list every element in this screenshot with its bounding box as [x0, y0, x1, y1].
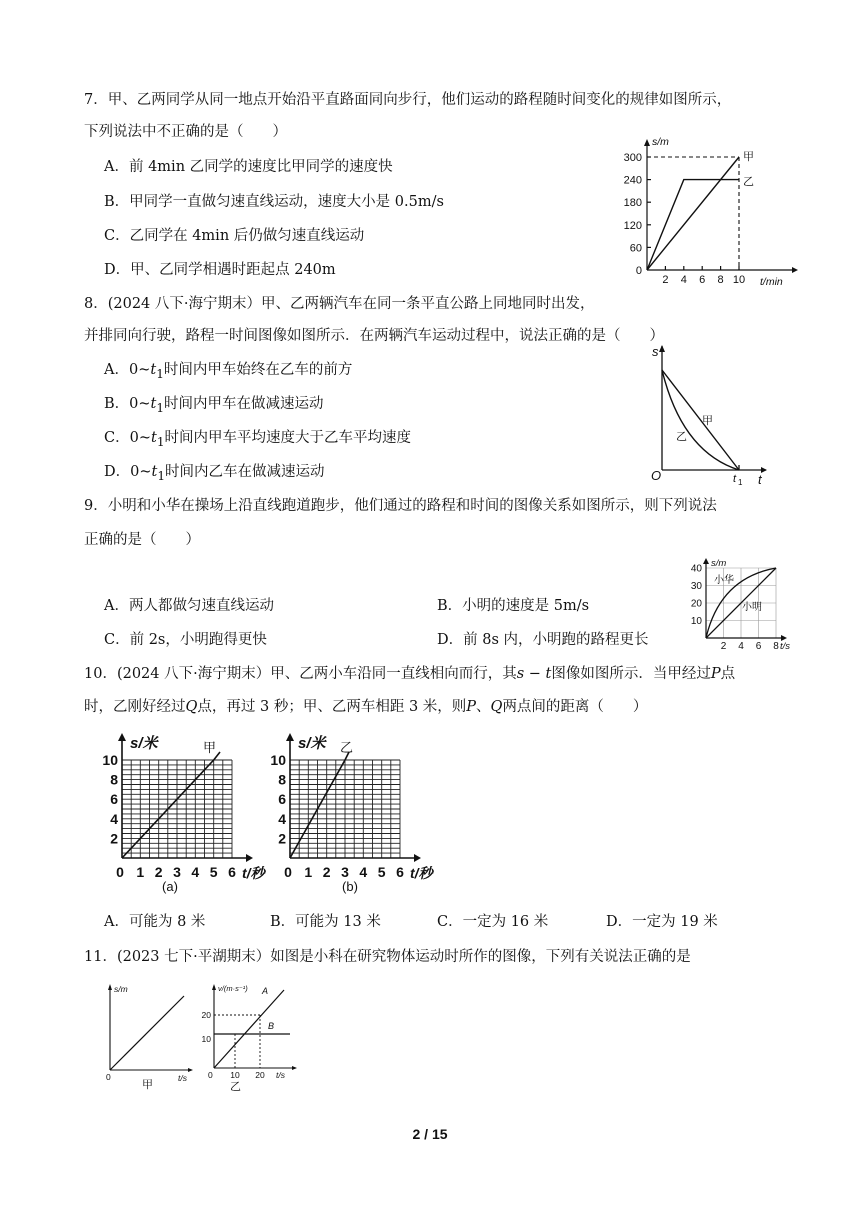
q10-stem-part1: 10．(2024 八下·海宁期末）甲、乙两小车沿同一直线相向而行，其: [84, 666, 517, 682]
q7-x-label: t/min: [760, 276, 783, 288]
q10-stem-part2: 图像如图所示．当甲经过: [551, 666, 711, 682]
q7-xtick-2: 2: [662, 274, 669, 286]
q11-yi-ytick-20: 20: [201, 1010, 211, 1020]
q11-yi-label-b: B: [268, 1021, 275, 1031]
q7-ytick-300: 300: [623, 152, 642, 164]
q10-point-p: P: [710, 666, 721, 682]
q7-option-a: A．前 4min 乙同学的速度比甲同学的速度快: [104, 159, 393, 175]
q10a-x-label: t/秒: [242, 865, 265, 881]
q10a-xtick-3: 3: [173, 864, 181, 880]
q10a-xtick-0: 0: [116, 864, 124, 880]
q7-option-b: B．甲同学一直做匀速直线运动，速度大小是 0.5m/s: [104, 194, 444, 210]
q9-ytick-10: 10: [690, 616, 702, 627]
q10-stem-part6: 两点间的距离（ ）: [502, 699, 648, 715]
q10b-ytick-4: 4: [278, 810, 286, 827]
q7-option-d: D．甲、乙同学相遇时距起点 240m: [104, 262, 336, 278]
q8-option-a-range: 0~: [128, 362, 151, 378]
q8-option-d-sub: 1: [157, 468, 166, 483]
q10a-ytick-4: 4: [110, 810, 118, 827]
q8-option-c-text: 时间内甲车平均速度大于乙车平均速度: [164, 430, 411, 446]
q8-line-jia: [662, 370, 739, 470]
q9-option-b: B．小明的速度是 5m/s: [437, 598, 590, 614]
q9-xtick-4: 4: [738, 641, 744, 652]
page-number: 2 / 15: [412, 1126, 448, 1142]
q11-yi-xtick-20: 20: [255, 1070, 265, 1080]
q10b-ytick-8: 8: [278, 771, 286, 788]
q8-option-d-t: t: [151, 464, 158, 480]
q10a-xtick-1: 1: [136, 864, 145, 880]
q8-option-c-t: t: [150, 430, 157, 446]
q9-stem-line1: 9．小明和小华在操场上沿直线跑道跑步，他们通过的路程和时间的图像关系如图所示，则下列说法: [84, 498, 717, 514]
q7-ytick-60: 60: [629, 242, 642, 255]
q11-yi-origin: 0: [208, 1070, 213, 1080]
q8-stem-line2: 并排同向行驶，路程一时间图像如图所示．在两辆汽车运动过程中，说法正确的是（ ）: [84, 328, 664, 344]
q8-origin-label: O: [651, 468, 662, 483]
q8-option-a: [104, 360, 352, 384]
q10b-ytick-6: 6: [278, 791, 286, 808]
q9-ytick-40: 40: [690, 563, 702, 575]
q7-line-yi: [647, 180, 739, 270]
q8-graph: [648, 334, 774, 486]
q10b-xtick-2: 2: [322, 864, 331, 880]
q7-graph: [612, 130, 802, 288]
q11-graph-jia: [100, 980, 196, 1092]
q11-jia-x-label: t/s: [178, 1073, 187, 1083]
q10-stem-line2: [84, 697, 647, 717]
q8-option-c: [104, 428, 411, 452]
q10-st-symbol: s − t: [516, 666, 552, 682]
q7-ytick-180: 180: [623, 197, 642, 210]
q7-stem-line1: 7．甲、乙两同学从同一地点开始沿平直路面同向步行，他们运动的路程随时间变化的规律如图所示，: [84, 92, 732, 108]
q10-graph-a: [100, 728, 270, 896]
q10-stem-line1: [84, 664, 735, 684]
q10a-ytick-10: 10: [102, 752, 118, 768]
q11-yi-x-label: t/s: [276, 1070, 285, 1080]
q10-graph-b: [268, 728, 438, 896]
q10-option-b: B．可能为 13 米: [270, 914, 381, 930]
q10-point-p-2: P: [466, 699, 477, 715]
q8-s-label: s: [652, 344, 659, 359]
q9-y-label: s/m: [711, 558, 727, 569]
q8-option-b-text: 时间内甲车在做减速运动: [164, 396, 324, 412]
q11-stem-line1: 11．(2023 七下·平湖期末）如图是小科在研究物体运动时所作的图像，下列有关说法正确的是: [84, 949, 691, 965]
q10-stem-part3: 点: [720, 666, 736, 682]
q8-option-b-letter: B．: [104, 396, 130, 412]
q10b-xtick-6: 6: [396, 864, 404, 880]
q10-option-c: C．一定为 16 米: [437, 914, 549, 930]
q10-point-q: Q: [185, 699, 198, 715]
q10b-caption: (b): [342, 879, 358, 894]
q7-xtick-6: 6: [699, 274, 706, 286]
q9-option-a: A．两人都做匀速直线运动: [104, 598, 274, 614]
q10-option-a: A．可能为 8 米: [104, 914, 206, 930]
q8-t1-sub: 1: [738, 478, 743, 486]
q7-option-c: C．乙同学在 4min 后仍做匀速直线运动: [104, 228, 365, 244]
q8-option-d-letter: D．: [104, 464, 131, 480]
q11-jia-origin: 0: [106, 1072, 111, 1082]
q11-yi-xtick-10: 10: [230, 1070, 240, 1080]
q9-graph: [684, 556, 796, 652]
q7-ytick-120: 120: [623, 219, 642, 232]
q8-option-d-range: 0~: [130, 464, 152, 480]
q10a-xtick-6: 6: [228, 864, 236, 880]
q8-option-b-range: 0~: [129, 396, 151, 412]
q10a-xtick-2: 2: [154, 864, 163, 880]
q9-xtick-8: 8: [773, 641, 779, 652]
q9-ytick-30: 30: [690, 581, 702, 592]
q7-label-yi: 乙: [743, 176, 754, 188]
q11-jia-caption: 甲: [142, 1079, 153, 1091]
q10b-xtick-1: 1: [304, 864, 313, 880]
q8-option-a-text: 时间内甲车始终在乙车的前方: [163, 362, 353, 378]
q8-option-d-text: 时间内乙车在做减速运动: [165, 464, 325, 480]
q11-yi-label-a: A: [262, 986, 269, 996]
q9-option-d: D．前 8s 内，小明跑的路程更长: [437, 632, 649, 648]
q11-yi-caption: 乙: [230, 1081, 241, 1093]
q8-option-c-sub: 1: [156, 434, 165, 449]
q8-option-a-t: t: [150, 362, 157, 378]
q11-yi-ytick-10: 10: [201, 1034, 211, 1044]
q8-stem-line1: 8．(2024 八下·海宁期末）甲、乙两辆汽车在同一条平直公路上同地同时出发，: [84, 296, 595, 312]
q10b-xtick-0: 0: [284, 864, 292, 880]
q10a-xtick-4: 4: [191, 864, 200, 880]
q8-label-yi: 乙: [676, 431, 687, 443]
q8-option-a-letter: A．: [104, 362, 129, 378]
q9-label-xiaohua: 小华: [714, 575, 734, 586]
q10-point-q-2: Q: [490, 699, 503, 715]
q8-t-label: t: [758, 472, 762, 486]
q10b-ytick-2: 2: [278, 830, 286, 847]
q7-label-jia: 甲: [743, 151, 754, 163]
q8-option-b-sub: 1: [156, 400, 165, 415]
q10a-caption: (a): [162, 879, 178, 894]
q10a-ytick-2: 2: [110, 830, 118, 847]
q8-option-a-sub: 1: [156, 366, 164, 381]
q7-xtick-8: 8: [717, 274, 724, 286]
q10-stem-part4: 时，乙刚好经过: [84, 699, 186, 715]
q10b-x-label: t/秒: [410, 865, 433, 881]
q10a-ytick-6: 6: [110, 791, 118, 808]
q11-jia-line: [110, 996, 184, 1070]
q9-ytick-20: 20: [690, 598, 702, 610]
q10a-line-label: 甲: [203, 740, 217, 755]
q7-line-jia: [647, 157, 739, 270]
q9-x-label: t/s: [780, 641, 791, 652]
q8-option-b-t: t: [150, 396, 157, 412]
q10a-xtick-5: 5: [209, 864, 218, 880]
q8-option-d: [104, 462, 325, 486]
q8-option-c-letter: C．: [104, 430, 130, 446]
q11-jia-y-label: s/m: [114, 984, 128, 994]
q9-xtick-2: 2: [720, 641, 727, 652]
q10b-y-label: s/米: [298, 735, 326, 752]
q8-t1-label: t: [733, 473, 737, 485]
q10-stem-part5: 点，再过 3 秒；甲、乙两车相距 3 米，则: [197, 699, 467, 715]
q8-option-c-range: 0~: [129, 430, 151, 446]
q10b-xtick-4: 4: [359, 864, 368, 880]
q10b-xtick-3: 3: [341, 864, 349, 880]
q7-xtick-10: 10: [732, 274, 746, 286]
q10a-ytick-8: 8: [110, 771, 118, 788]
q10a-y-label: s/米: [130, 735, 158, 752]
q9-label-xiaoming: 小明: [742, 602, 762, 613]
q7-y-label: s/m: [652, 136, 669, 148]
q9-option-c: C．前 2s，小明跑得更快: [104, 632, 267, 648]
q10b-ytick-10: 10: [270, 752, 286, 768]
q11-graph-yi: [200, 980, 300, 1094]
q11-yi-y-label: v/(m·s⁻¹): [218, 984, 248, 993]
q8-option-b: [104, 394, 324, 418]
q7-xtick-4: 4: [680, 274, 687, 286]
q7-ytick-240: 240: [623, 174, 642, 187]
q7-ytick-0: 0: [635, 265, 642, 277]
q10b-line-label: 乙: [340, 740, 354, 755]
q7-stem-line2: 下列说法中不正确的是（ ）: [84, 124, 287, 140]
q9-xtick-6: 6: [755, 641, 762, 652]
q9-stem-line2: 正确的是（ ）: [84, 532, 200, 548]
q10b-xtick-5: 5: [377, 864, 386, 880]
q10-stem-sep: 、: [476, 699, 491, 715]
q10-option-d: D．一定为 19 米: [606, 914, 718, 930]
q8-label-jia: 甲: [702, 415, 713, 427]
